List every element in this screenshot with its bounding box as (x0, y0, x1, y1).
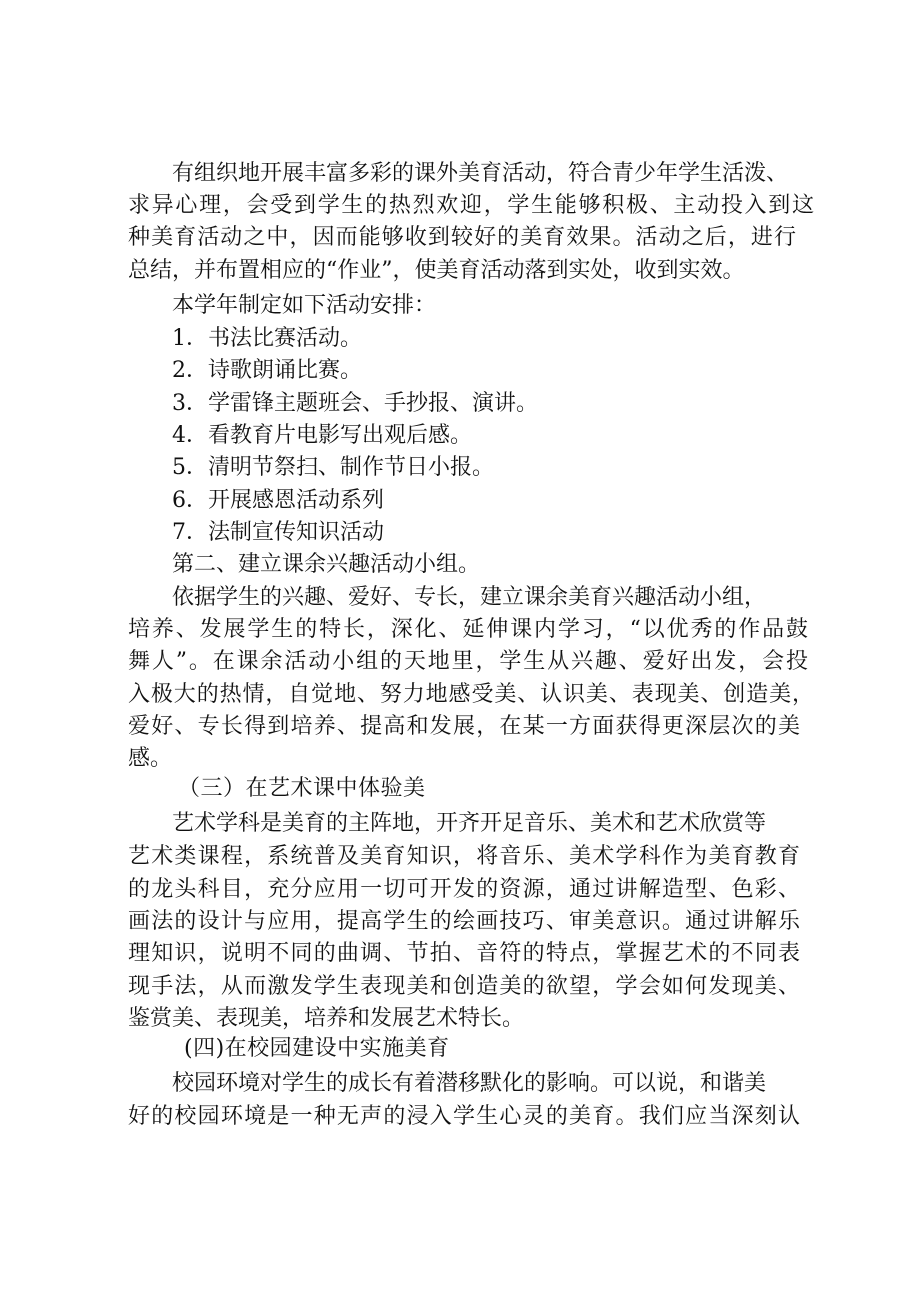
paragraph-line: 舞人”。在课余活动小组的天地里，学生从兴趣、爱好出发，会投 (128, 649, 808, 674)
paragraph-line: 爱好、专长得到培养、提高和发展，在某一方面获得更深层次的美 (128, 714, 800, 739)
paragraph-line: 感。 (128, 746, 173, 771)
paragraph-line: 求异心理，会受到学生的热烈欢迎，学生能够积极、主动投入到这 (128, 193, 814, 218)
paragraph-line: 好的校园环境是一种无声的浸入学生心灵的美育。我们应当深刻认 (128, 1104, 800, 1129)
paragraph-line: 有组织地开展丰富多彩的课外美育活动，符合青少年学生活泼、 (172, 161, 789, 186)
list-item: 7．法制宣传知识活动 (172, 520, 384, 545)
paragraph-line: 总结，并布置相应的“作业”，使美育活动落到实处，收到实效。 (128, 258, 745, 283)
arrangement-intro: 本学年制定如下活动安排： (172, 293, 437, 318)
paragraph-line: 的龙头科目，充分应用一切可开发的资源，通过讲解造型、色彩、 (128, 877, 800, 902)
paragraph-line: 画法的设计与应用，提高学生的绘画技巧、审美意识。通过讲解乐 (128, 909, 800, 934)
paragraph-line: 艺术学科是美育的主阵地，开齐开足音乐、美术和艺术欣赏等 (172, 811, 767, 836)
list-item: 6．开展感恩活动系列 (172, 488, 384, 513)
paragraph-line: 种美育活动之中，因而能够收到较好的美育效果。活动之后，进行 (128, 225, 796, 250)
section-heading: 第二、建立课余兴趣活动小组。 (172, 552, 481, 577)
list-item: 5．清明节祭扫、制作节日小报。 (172, 455, 494, 480)
list-item: 1．书法比赛活动。 (172, 326, 362, 351)
list-item: 2．诗歌朗诵比赛。 (172, 358, 362, 383)
paragraph-line: 理知识，说明不同的曲调、节拍、音符的特点，掌握艺术的不同表 (128, 941, 800, 966)
paragraph-line: 校园环境对学生的成长有着潜移默化的影响。可以说，和谐美 (172, 1071, 767, 1096)
paragraph-line: 培养、发展学生的特长，深化、延伸课内学习，“以优秀的作品鼓 (128, 617, 808, 642)
list-item: 4．看教育片电影写出观后感。 (172, 423, 472, 448)
paragraph-line: 艺术类课程，系统普及美育知识，将音乐、美术学科作为美育教育 (128, 844, 800, 869)
paragraph-line: 依据学生的兴趣、爱好、专长，建立课余美育兴趣活动小组， (172, 585, 767, 610)
paragraph-line: 现手法，从而激发学生表现美和创造美的欲望，学会如何发现美、 (128, 974, 800, 999)
paragraph-line: 鉴赏美、表现美，培养和发展艺术特长。 (128, 1006, 525, 1031)
list-item: 3．学雷锋主题班会、手抄报、演讲。 (172, 391, 538, 416)
section-title: (四)在校园建设中实施美育 (184, 1036, 450, 1061)
paragraph-line: 入极大的热情，自觉地、努力地感受美、认识美、表现美、创造美， (128, 682, 814, 707)
section-title: （三）在艺术课中体验美 (178, 776, 426, 801)
